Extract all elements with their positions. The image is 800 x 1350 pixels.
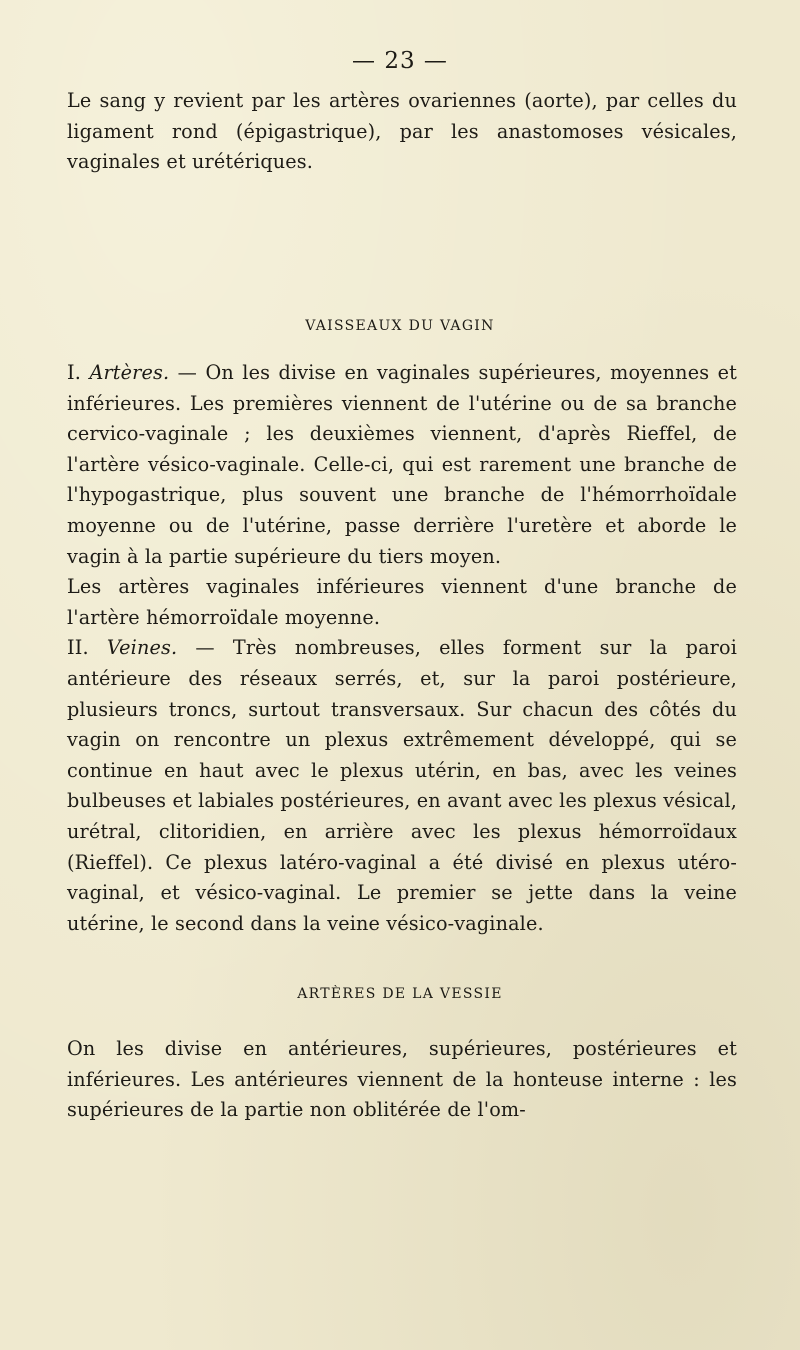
page-number: — 23 — xyxy=(352,48,448,74)
arteres-paragraph xyxy=(67,358,737,572)
intro-text-block xyxy=(67,86,737,178)
vessie-paragraph: On les divise en antérieures, supérieures, postérieures et inférieures. Les antérieures viennent de la honteuse interne : les supérieures de la partie non oblitérée de l'om- xyxy=(67,1037,737,1122)
arteres-inferieures-paragraph: Les artères vaginales inférieures viennent d'une branche de l'artère hémorroïdale moyenne. xyxy=(67,575,737,629)
arteres-text: — On les divise en vaginales supérieures, moyennes et inférieures. Les premières viennent de l'utérine ou de sa branche cervico-vaginale ; les deuxièmes viennent, d'après Rieffel, de l'artère vésico-vaginale. Celle-ci, qui est rarement une branche de l'hypogastrique, plus souvent une branche de l'hémorrhoïdale moyenne ou de l'utérine, passe derrière l'uretère et aborde le vagin à la partie supérieure du tiers moyen. xyxy=(67,361,738,568)
section-heading-vaisseaux-du-vagin: VAISSEAUX DU VAGIN xyxy=(305,318,495,334)
veines-lead: II. xyxy=(67,636,107,660)
veines-text: — Très nombreuses, elles forment sur la paroi antérieure des réseaux serrés, et, sur la paroi postérieure, plusieurs troncs, surtout transversaux. Sur chacun des côtés du vagin on rencontre un plexus extrêmement développé, qui se continue en haut avec le plexus utérin, en bas, avec les veines bulbeuses et labiales postérieures, en avant avec les plexus vésical, urétral, clitoridien, en arrière avec les plexus hémorroïdaux (Rieffel). Ce plexus latéro-vaginal a été divisé en plexus utéro-vaginal, et vésico-vaginal. Le premier se jette dans la veine utérine, le second dans la veine vésico-vaginale. xyxy=(67,636,737,935)
section-vagin-body xyxy=(67,358,737,939)
veines-title: Veines. xyxy=(106,636,178,660)
veines-paragraph xyxy=(67,633,737,939)
section-vessie-body xyxy=(67,1034,737,1126)
arteres-lead: I. xyxy=(67,361,90,384)
arteres-title: Artères. xyxy=(89,361,170,384)
intro-paragraph: Le sang y revient par les artères ovariennes (aorte), par celles du ligament rond (épigastrique), par les anastomoses vésicales, vaginales et urétériques. xyxy=(67,89,737,174)
section-heading-arteres-de-la-vessie: ARTÈRES DE LA VESSIE xyxy=(297,986,503,1002)
